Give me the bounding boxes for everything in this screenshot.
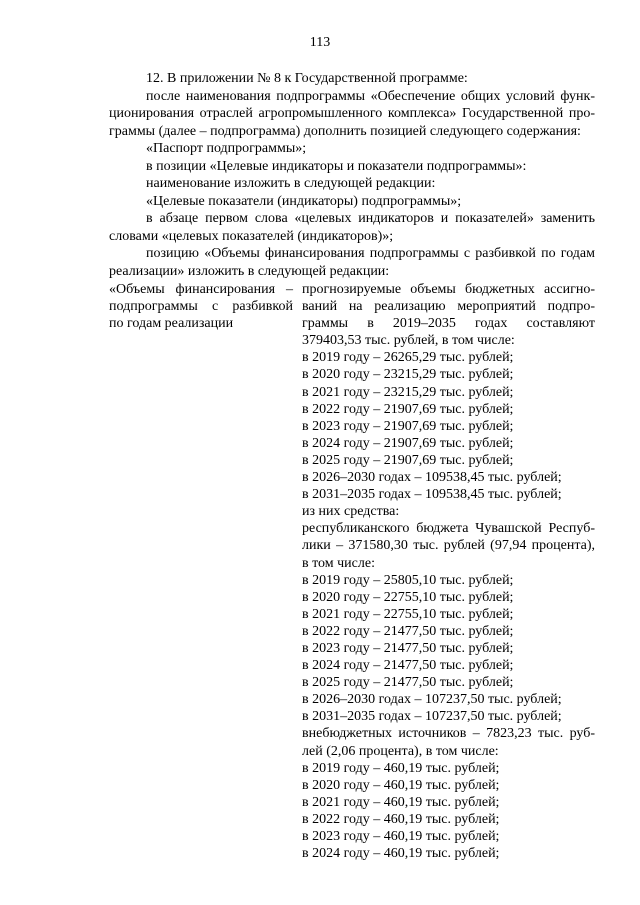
table-value-line: ваний на реализацию мероприятий подпро- (302, 299, 595, 315)
paragraph-line: 12. В приложении № 8 к Государственной программе: (146, 71, 468, 86)
table-value-line: в 2024 году – 21477,50 тыс. рублей; (302, 658, 514, 674)
table-value-line: в 2020 году – 22755,10 тыс. рублей; (302, 589, 514, 605)
table-value-line: из них средства: (302, 504, 400, 520)
table-value-line: внебюджетных источников – 7823,23 тыс. руб- (302, 726, 595, 742)
table-value-line: в 2022 году – 460,19 тыс. рублей; (302, 811, 500, 827)
table-value-line: прогнозируемые объемы бюджетных ассигно- (302, 282, 595, 297)
paragraph-line: реализации» изложить в следующей редакции: (109, 263, 390, 279)
paragraph-line: наименование изложить в следующей редакции: (146, 176, 436, 191)
table-value-line: в 2019 году – 460,19 тыс. рублей; (302, 760, 500, 776)
table-value-line: в 2020 году – 23215,29 тыс. рублей; (302, 367, 514, 383)
paragraph-line: позицию «Объемы финансирования подпрограммы с разбивкой по годам (146, 246, 595, 261)
table-value-line: лей (2,06 процента), в том числе: (302, 743, 499, 759)
paragraph-line: в позиции «Целевые индикаторы и показатели подпрограммы»: (146, 158, 527, 174)
table-value-line: республиканского бюджета Чувашской Респуб- (302, 521, 595, 537)
table-value-line: в 2025 году – 21907,69 тыс. рублей; (302, 452, 514, 468)
paragraph-line: ционирования отраслей агропромышленного комплекса» Государственной про- (109, 106, 595, 121)
table-value-line: граммы в 2019–2035 годах составляют (302, 316, 595, 332)
financing-table-label-cell (109, 281, 293, 332)
table-value-line: в 2022 году – 21477,50 тыс. рублей; (302, 623, 514, 639)
table-label-line: «Объемы финансирования – (109, 282, 293, 297)
table-value-line: в 2021 году – 460,19 тыс. рублей; (302, 794, 500, 810)
table-value-line: в 2023 году – 21477,50 тыс. рублей; (302, 640, 514, 656)
table-value-line: в 2025 году – 21477,50 тыс. рублей; (302, 675, 514, 691)
table-value-line: лики – 371580,30 тыс. рублей (97,94 процента), (302, 538, 595, 554)
table-value-line: в 2021 году – 23215,29 тыс. рублей; (302, 384, 514, 400)
paragraph-line: граммы (далее – подпрограмма) дополнить позицией следующего содержания: (109, 123, 581, 139)
table-value-line: в 2023 году – 460,19 тыс. рублей; (302, 829, 500, 844)
table-value-line: в 2024 году – 21907,69 тыс. рублей; (302, 435, 514, 451)
table-value-line: в том числе: (302, 555, 375, 571)
paragraph-line: «Целевые показатели (индикаторы) подпрограммы»; (146, 193, 462, 209)
paragraph-line: «Паспорт подпрограммы»; (146, 141, 307, 156)
amendment-text (109, 70, 595, 280)
table-value-line: в 2031–2035 годах – 109538,45 тыс. рублей; (302, 487, 562, 503)
table-value-line: в 2019 году – 25805,10 тыс. рублей; (302, 572, 514, 588)
table-value-line: в 2031–2035 годах – 107237,50 тыс. рублей; (302, 709, 562, 725)
financing-table-value-cell (302, 281, 595, 862)
table-value-line: в 2024 году – 460,19 тыс. рублей; (302, 846, 500, 862)
table-value-line: в 2021 году – 22755,10 тыс. рублей; (302, 606, 514, 622)
table-value-line: в 2023 году – 21907,69 тыс. рублей; (302, 418, 514, 434)
table-value-line: 379403,53 тыс. рублей, в том числе: (302, 333, 515, 349)
paragraph-line: словами «целевых показателей (индикаторов)»; (109, 228, 394, 244)
table-value-line: в 2026–2030 годах – 107237,50 тыс. рублей; (302, 692, 562, 708)
table-value-line: в 2019 году – 26265,29 тыс. рублей; (302, 350, 514, 366)
table-value-line: в 2020 году – 460,19 тыс. рублей; (302, 777, 500, 793)
table-value-line: в 2026–2030 годах – 109538,45 тыс. рублей; (302, 470, 562, 486)
table-label-line: по годам реализации (109, 316, 234, 332)
paragraph-line: после наименования подпрограммы «Обеспечение общих условий функ- (146, 88, 595, 104)
paragraph-line: в абзаце первом слова «целевых индикаторов и показателей» заменить (146, 211, 595, 226)
table-label-line: подпрограммы с разбивкой (109, 299, 293, 315)
table-value-line: в 2022 году – 21907,69 тыс. рублей; (302, 401, 514, 417)
page-number: 113 (309, 35, 331, 50)
